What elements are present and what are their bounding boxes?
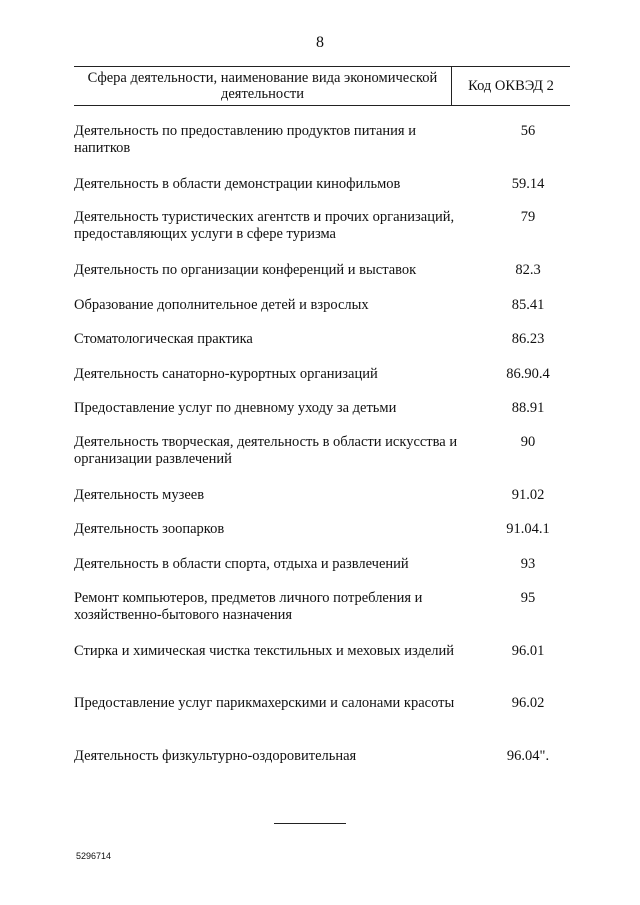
table-header [74, 66, 570, 106]
table-row [74, 487, 570, 504]
row-activity: Деятельность музеев [74, 487, 205, 503]
table-row [74, 366, 570, 383]
row-activity: Предоставление услуг парикмахерскими и салонами красоты [74, 695, 455, 711]
table-row [74, 434, 570, 468]
header-activity: Сфера деятельности, наименование вида экономической деятельности [74, 67, 452, 105]
header-code: Код ОКВЭД 2 [468, 78, 554, 94]
table-row [74, 695, 570, 712]
table-row [74, 297, 570, 314]
row-activity: Деятельность по организации конференций и выставок [74, 262, 417, 278]
row-code: 90 [520, 434, 536, 450]
row-activity: Деятельность в области демонстрации кинофильмов [74, 176, 401, 192]
row-activity: Предоставление услуг по дневному уходу за детьми [74, 400, 397, 416]
row-activity: Деятельность творческая, деятельность в области искусства и организации развлечений [74, 434, 458, 467]
row-code: 59.14 [511, 176, 545, 192]
row-code: 96.04". [506, 748, 550, 764]
page-number: 8 [316, 34, 324, 51]
row-activity: Ремонт компьютеров, предметов личного потребления и хозяйственно-бытового назначения [74, 590, 423, 623]
row-activity: Деятельность по предоставлению продуктов питания и напитков [74, 123, 416, 156]
table-row [74, 123, 570, 157]
table-row [74, 331, 570, 348]
row-code: 79 [520, 209, 536, 225]
document-id: 5296714 [76, 851, 112, 861]
table-row [74, 521, 570, 538]
row-code: 82.3 [515, 262, 541, 278]
row-activity: Деятельность в области спорта, отдыха и развлечений [74, 556, 409, 572]
row-code: 86.23 [511, 331, 545, 347]
row-activity: Деятельность санаторно-курортных организаций [74, 366, 378, 382]
row-code: 91.04.1 [506, 521, 550, 537]
table-row [74, 400, 570, 417]
table-row [74, 262, 570, 279]
row-activity: Стоматологическая практика [74, 331, 253, 347]
row-code: 93 [520, 556, 536, 572]
row-code: 95 [520, 590, 536, 606]
table-row [74, 176, 570, 193]
row-activity: Деятельность физкультурно-оздоровительная [74, 748, 357, 764]
okved-table [74, 66, 570, 764]
row-code: 96.02 [511, 695, 545, 711]
row-code: 91.02 [511, 487, 545, 503]
table-row [74, 643, 570, 660]
row-code: 88.91 [511, 400, 545, 416]
row-code: 56 [520, 123, 536, 139]
table-row [74, 209, 570, 243]
table-row [74, 590, 570, 624]
row-activity: Стирка и химическая чистка текстильных и меховых изделий [74, 643, 455, 659]
row-code: 96.01 [511, 643, 545, 659]
footer-divider [274, 823, 346, 824]
row-code: 86.90.4 [506, 366, 550, 382]
table-row [74, 748, 570, 765]
table-row [74, 556, 570, 573]
row-activity: Деятельность зоопарков [74, 521, 225, 537]
row-code: 85.41 [511, 297, 545, 313]
row-activity: Образование дополнительное детей и взрослых [74, 297, 369, 313]
row-activity: Деятельность туристических агентств и прочих организаций, предоставляющих услуги в сфере туризма [74, 209, 455, 242]
